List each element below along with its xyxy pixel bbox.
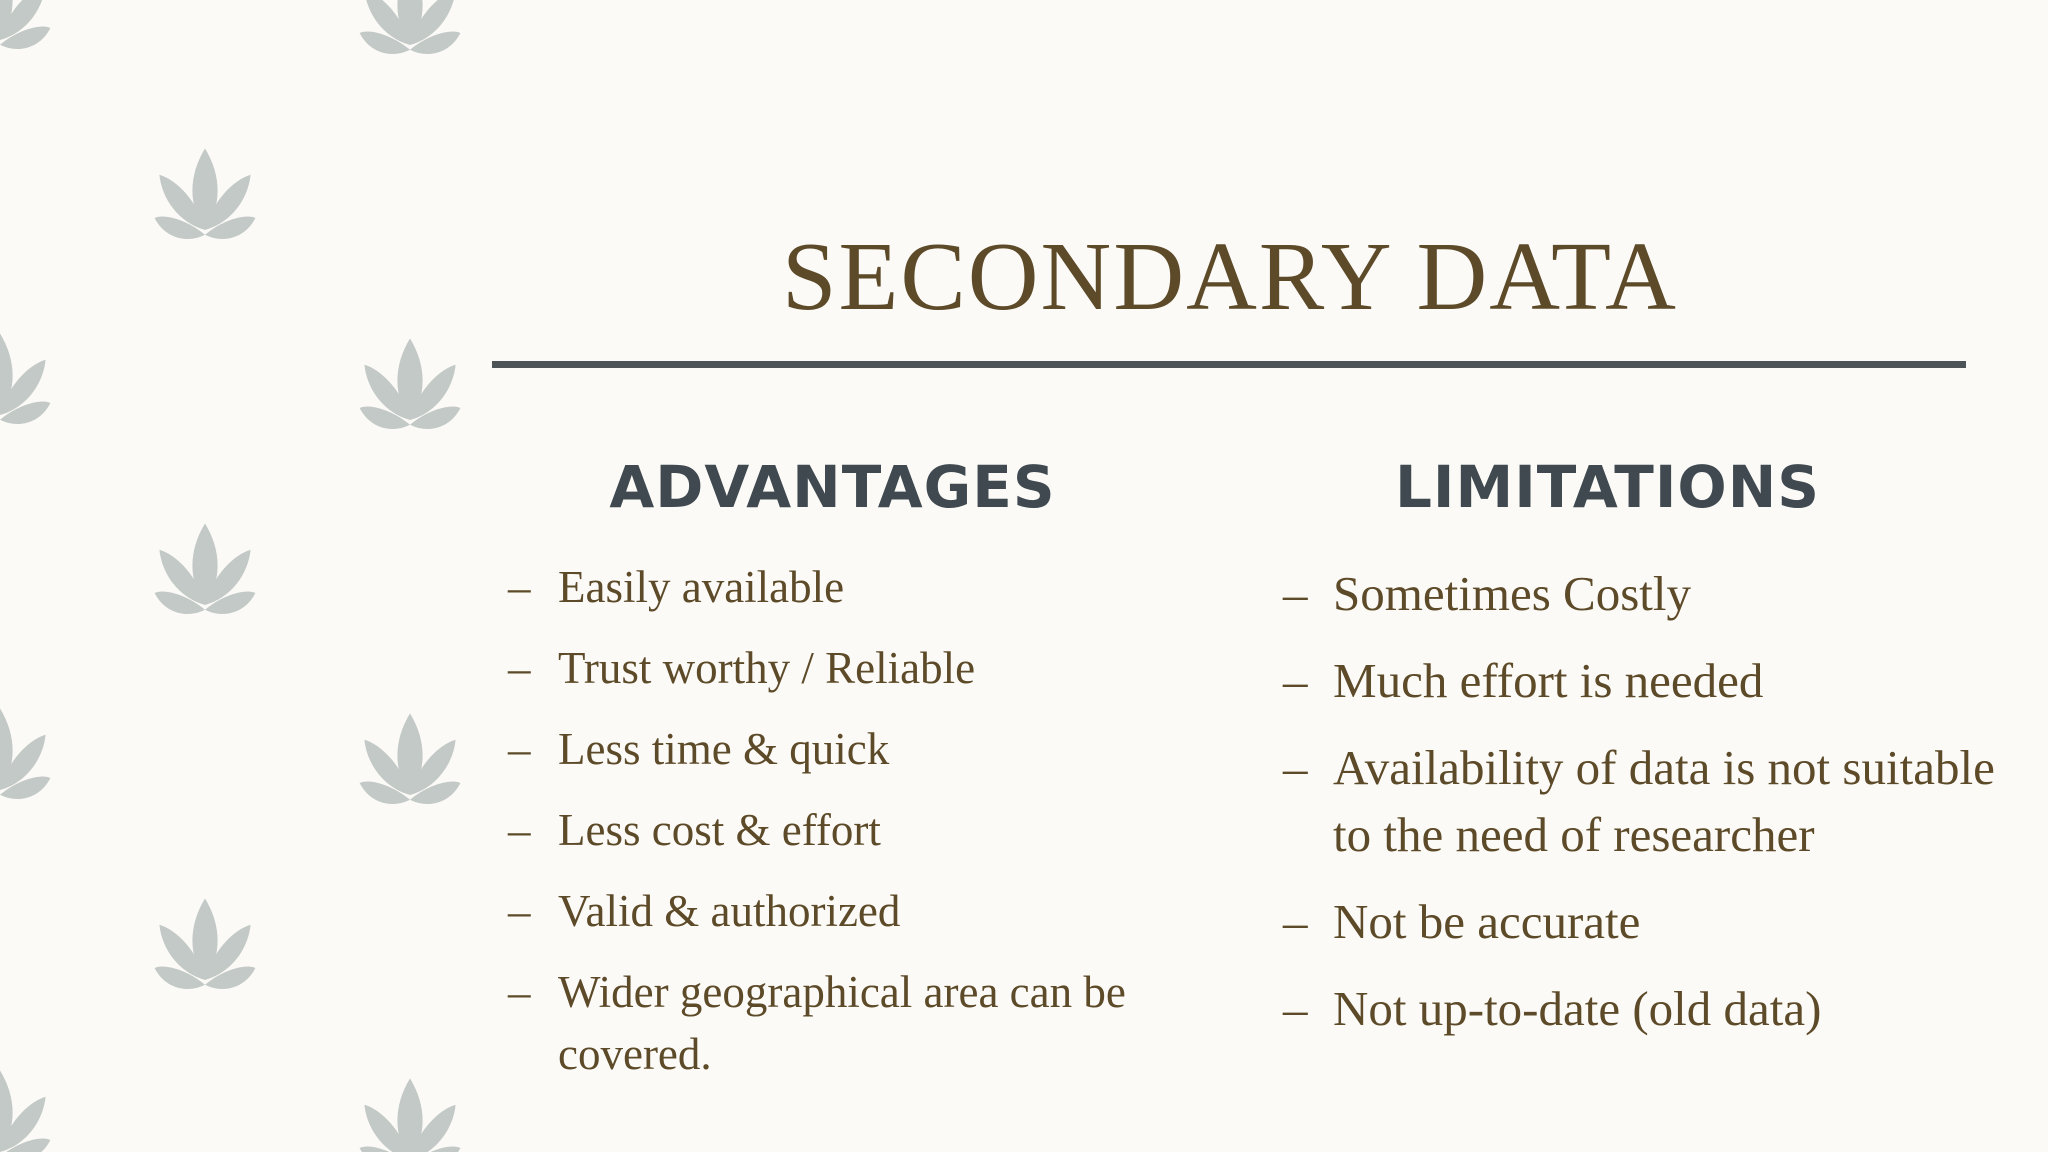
list-item-text: Availability of data is not suitable to the need of researcher xyxy=(1333,740,1995,862)
list-item-text: Valid & authorized xyxy=(558,886,901,936)
list-item xyxy=(1283,888,2043,955)
list-item xyxy=(1283,647,2043,714)
list-item-text: Not up-to-date (old data) xyxy=(1333,981,1822,1036)
bullet-dash: – xyxy=(508,724,531,774)
list-item xyxy=(508,880,1208,942)
list-item-text: Not be accurate xyxy=(1333,894,1641,949)
leaf-sprig-icon xyxy=(0,0,50,49)
advantages-heading: ADVANTAGES xyxy=(609,453,1056,521)
leaf-sprig-icon xyxy=(360,0,461,54)
bullet-dash: – xyxy=(508,967,531,1017)
bullet-dash: – xyxy=(1283,653,1308,708)
list-item xyxy=(1283,560,2043,627)
leaf-sprig-icon xyxy=(360,338,461,429)
list-item-text: Trust worthy / Reliable xyxy=(558,643,976,693)
list-item xyxy=(508,637,1208,699)
list-item xyxy=(508,556,1208,618)
list-item-text: Much effort is needed xyxy=(1333,653,1764,708)
slide-title: SECONDARY DATA xyxy=(782,223,1678,331)
leaf-sprig-icon xyxy=(0,708,50,799)
list-item xyxy=(508,961,1198,1085)
bullet-dash: – xyxy=(508,805,531,855)
list-item-text: Easily available xyxy=(558,562,845,612)
bullet-dash: – xyxy=(508,886,531,936)
limitations-heading: LIMITATIONS xyxy=(1394,453,1821,521)
leaf-sprig-icon xyxy=(155,898,256,989)
list-item xyxy=(1283,734,2043,868)
bullet-dash: – xyxy=(1283,981,1308,1036)
leaf-sprig-icon xyxy=(360,1078,461,1152)
bullet-dash: – xyxy=(1283,740,1308,795)
list-item xyxy=(1283,975,2043,1042)
limitations-list xyxy=(1283,560,2043,1062)
title-divider xyxy=(492,361,1966,368)
leaf-pattern xyxy=(0,0,480,1152)
list-item-text: Sometimes Costly xyxy=(1333,566,1692,621)
leaf-sprig-icon xyxy=(0,1070,50,1152)
leaf-sprig-icon xyxy=(155,148,256,239)
list-item-text: Less time & quick xyxy=(558,724,890,774)
list-item xyxy=(508,799,1208,861)
list-item-text: Less cost & effort xyxy=(558,805,881,855)
leaf-sprig-icon xyxy=(360,713,461,804)
bullet-dash: – xyxy=(1283,566,1308,621)
advantages-list xyxy=(508,556,1208,1104)
leaf-sprig-icon xyxy=(155,523,256,614)
bullet-dash: – xyxy=(508,643,531,693)
bullet-dash: – xyxy=(1283,894,1308,949)
bullet-dash: – xyxy=(508,562,531,612)
list-item xyxy=(508,718,1208,780)
leaf-sprig-icon xyxy=(0,333,50,424)
list-item-text: Wider geographical area can be covered. xyxy=(558,967,1126,1079)
